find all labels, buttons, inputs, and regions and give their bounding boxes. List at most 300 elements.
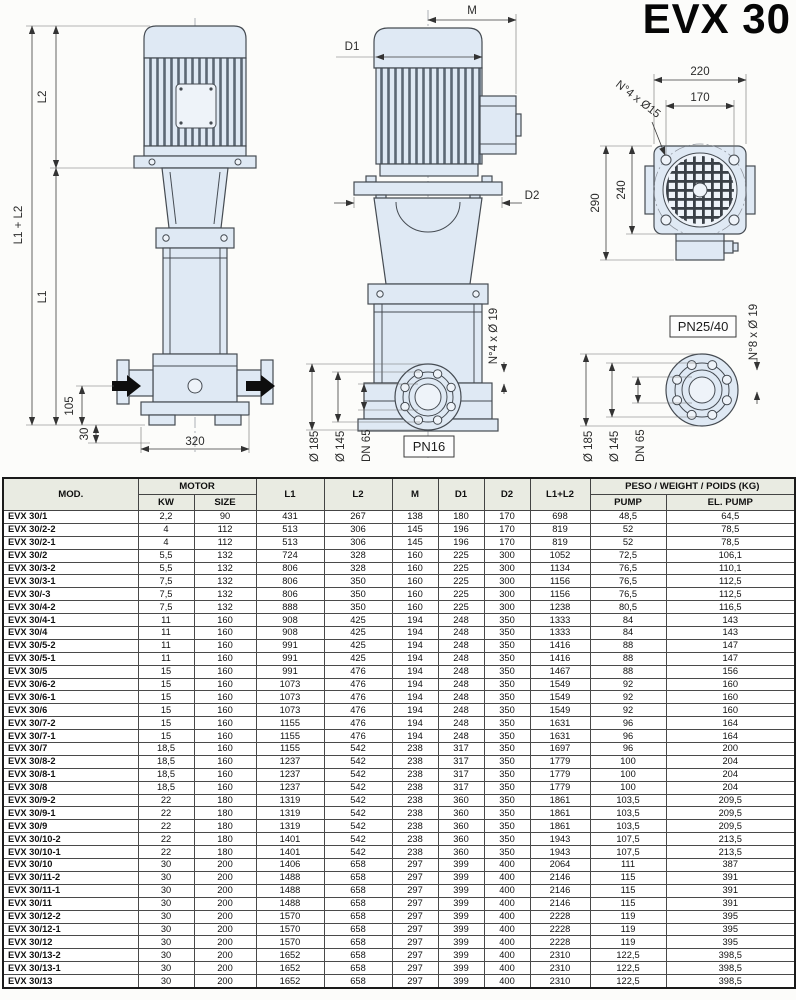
- value-cell: 11: [138, 614, 194, 627]
- value-cell: 248: [438, 678, 484, 691]
- value-cell: 328: [324, 562, 392, 575]
- value-cell: 180: [194, 833, 256, 846]
- value-cell: 658: [324, 871, 392, 884]
- value-cell: 115: [590, 897, 666, 910]
- model-cell: EVX 30/5: [3, 665, 138, 678]
- value-cell: 350: [484, 820, 530, 833]
- value-cell: 1401: [256, 846, 324, 859]
- value-cell: 476: [324, 665, 392, 678]
- table-row: [3, 691, 795, 704]
- value-cell: 170: [484, 511, 530, 524]
- table-row: [3, 549, 795, 562]
- model-cell: EVX 30/9: [3, 820, 138, 833]
- value-cell: 425: [324, 652, 392, 665]
- model-cell: EVX 30/12-1: [3, 923, 138, 936]
- value-cell: 248: [438, 717, 484, 730]
- model-cell: EVX 30/2: [3, 549, 138, 562]
- value-cell: 160: [392, 549, 438, 562]
- value-cell: 122,5: [590, 962, 666, 975]
- value-cell: 122,5: [590, 975, 666, 988]
- value-cell: 52: [590, 523, 666, 536]
- dim-label-dia185-flange: Ø 185: [583, 430, 595, 462]
- model-cell: EVX 30/6-1: [3, 691, 138, 704]
- value-cell: 204: [666, 781, 795, 794]
- value-cell: 1238: [530, 601, 590, 614]
- value-cell: 145: [392, 523, 438, 536]
- value-cell: 991: [256, 665, 324, 678]
- value-cell: 888: [256, 601, 324, 614]
- value-cell: 248: [438, 730, 484, 743]
- dim-label-dn65-flange: DN 65: [635, 429, 647, 462]
- value-cell: 160: [392, 575, 438, 588]
- value-cell: 160: [194, 704, 256, 717]
- value-cell: 238: [392, 807, 438, 820]
- dim-label-290: 290: [590, 193, 602, 213]
- model-cell: EVX 30/4-2: [3, 601, 138, 614]
- value-cell: 1652: [256, 975, 324, 988]
- value-cell: 350: [484, 665, 530, 678]
- model-cell: EVX 30/5-1: [3, 652, 138, 665]
- value-cell: 328: [324, 549, 392, 562]
- dim-label-dn65-side: DN 65: [361, 429, 373, 462]
- value-cell: 160: [194, 652, 256, 665]
- table-row: [3, 962, 795, 975]
- value-cell: 1319: [256, 794, 324, 807]
- col-header-kw: KW: [138, 495, 194, 511]
- value-cell: 991: [256, 639, 324, 652]
- value-cell: 1861: [530, 820, 590, 833]
- value-cell: 1943: [530, 833, 590, 846]
- value-cell: 317: [438, 743, 484, 756]
- value-cell: 2228: [530, 910, 590, 923]
- value-cell: 391: [666, 897, 795, 910]
- value-cell: 350: [484, 846, 530, 859]
- value-cell: 400: [484, 975, 530, 988]
- value-cell: 658: [324, 962, 392, 975]
- model-cell: EVX 30/1: [3, 511, 138, 524]
- value-cell: 395: [666, 923, 795, 936]
- value-cell: 200: [194, 949, 256, 962]
- value-cell: 160: [194, 730, 256, 743]
- value-cell: 399: [438, 884, 484, 897]
- value-cell: 122,5: [590, 949, 666, 962]
- value-cell: 1073: [256, 691, 324, 704]
- table-row: [3, 755, 795, 768]
- value-cell: 119: [590, 923, 666, 936]
- value-cell: 238: [392, 768, 438, 781]
- model-cell: EVX 30/3-2: [3, 562, 138, 575]
- table-row: [3, 781, 795, 794]
- value-cell: 112,5: [666, 575, 795, 588]
- value-cell: 88: [590, 639, 666, 652]
- value-cell: 350: [484, 768, 530, 781]
- value-cell: 806: [256, 562, 324, 575]
- value-cell: 819: [530, 523, 590, 536]
- model-cell: EVX 30/8: [3, 781, 138, 794]
- value-cell: 209,5: [666, 807, 795, 820]
- value-cell: 88: [590, 665, 666, 678]
- value-cell: 160: [194, 639, 256, 652]
- value-cell: 399: [438, 936, 484, 949]
- value-cell: 156: [666, 665, 795, 678]
- value-cell: 200: [194, 910, 256, 923]
- dim-label-dia185-side: Ø 185: [309, 430, 321, 462]
- value-cell: 297: [392, 949, 438, 962]
- value-cell: 387: [666, 859, 795, 872]
- model-cell: EVX 30/11-2: [3, 871, 138, 884]
- value-cell: 238: [392, 820, 438, 833]
- value-cell: 209,5: [666, 820, 795, 833]
- value-cell: 225: [438, 549, 484, 562]
- value-cell: 18,5: [138, 755, 194, 768]
- table-row: [3, 871, 795, 884]
- col-header-size: SIZE: [194, 495, 256, 511]
- spec-table-body: [3, 511, 795, 988]
- value-cell: 4: [138, 536, 194, 549]
- value-cell: 398,5: [666, 949, 795, 962]
- value-cell: 395: [666, 936, 795, 949]
- value-cell: 225: [438, 575, 484, 588]
- value-cell: 238: [392, 781, 438, 794]
- value-cell: 2146: [530, 884, 590, 897]
- value-cell: 297: [392, 975, 438, 988]
- value-cell: 194: [392, 614, 438, 627]
- dim-label-n8-d19: N°8 x Ø 19: [748, 303, 760, 361]
- value-cell: 1073: [256, 678, 324, 691]
- value-cell: 52: [590, 536, 666, 549]
- value-cell: 30: [138, 923, 194, 936]
- value-cell: 194: [392, 627, 438, 640]
- value-cell: 1549: [530, 704, 590, 717]
- dim-label-240: 240: [616, 180, 628, 200]
- dim-label-l1: L1: [37, 290, 49, 304]
- value-cell: 350: [484, 794, 530, 807]
- value-cell: 200: [194, 859, 256, 872]
- value-cell: 80,5: [590, 601, 666, 614]
- value-cell: 103,5: [590, 794, 666, 807]
- value-cell: 658: [324, 859, 392, 872]
- value-cell: 92: [590, 678, 666, 691]
- dim-label-dia145-side: Ø 145: [335, 430, 347, 462]
- value-cell: 194: [392, 730, 438, 743]
- col-header-m: M: [392, 478, 438, 511]
- value-cell: 160: [666, 678, 795, 691]
- value-cell: 15: [138, 704, 194, 717]
- value-cell: 300: [484, 562, 530, 575]
- model-cell: EVX 30/6: [3, 704, 138, 717]
- table-row: [3, 923, 795, 936]
- col-header-l1: L1: [256, 478, 324, 511]
- value-cell: 1416: [530, 652, 590, 665]
- value-cell: 160: [194, 755, 256, 768]
- value-cell: 11: [138, 627, 194, 640]
- value-cell: 350: [484, 627, 530, 640]
- value-cell: 132: [194, 562, 256, 575]
- value-cell: 160: [392, 562, 438, 575]
- dim-label-320: 320: [185, 436, 205, 448]
- value-cell: 160: [666, 704, 795, 717]
- value-cell: 248: [438, 627, 484, 640]
- value-cell: 238: [392, 755, 438, 768]
- value-cell: 400: [484, 897, 530, 910]
- value-cell: 5,5: [138, 562, 194, 575]
- technical-drawings: [0, 0, 796, 470]
- value-cell: 4: [138, 523, 194, 536]
- value-cell: 1319: [256, 807, 324, 820]
- value-cell: 92: [590, 691, 666, 704]
- model-cell: EVX 30/4: [3, 627, 138, 640]
- value-cell: 1943: [530, 846, 590, 859]
- value-cell: 1333: [530, 614, 590, 627]
- value-cell: 542: [324, 833, 392, 846]
- value-cell: 1155: [256, 730, 324, 743]
- table-row: [3, 562, 795, 575]
- model-cell: EVX 30/2-2: [3, 523, 138, 536]
- value-cell: 1237: [256, 755, 324, 768]
- value-cell: 7,5: [138, 588, 194, 601]
- value-cell: 15: [138, 691, 194, 704]
- value-cell: 297: [392, 871, 438, 884]
- value-cell: 2310: [530, 975, 590, 988]
- value-cell: 213,5: [666, 833, 795, 846]
- table-row: [3, 652, 795, 665]
- front-view-drawing: [13, 18, 275, 453]
- table-row: [3, 730, 795, 743]
- value-cell: 194: [392, 717, 438, 730]
- value-cell: 170: [484, 536, 530, 549]
- value-cell: 513: [256, 536, 324, 549]
- value-cell: 476: [324, 717, 392, 730]
- value-cell: 542: [324, 846, 392, 859]
- value-cell: 18,5: [138, 743, 194, 756]
- spec-table: [2, 477, 796, 989]
- value-cell: 194: [392, 652, 438, 665]
- value-cell: 399: [438, 923, 484, 936]
- value-cell: 30: [138, 871, 194, 884]
- value-cell: 200: [666, 743, 795, 756]
- value-cell: 350: [324, 601, 392, 614]
- dim-label-l2: L2: [37, 90, 49, 104]
- value-cell: 350: [484, 743, 530, 756]
- value-cell: 132: [194, 601, 256, 614]
- value-cell: 106,1: [666, 549, 795, 562]
- table-row: [3, 936, 795, 949]
- value-cell: 225: [438, 601, 484, 614]
- value-cell: 350: [324, 588, 392, 601]
- value-cell: 476: [324, 678, 392, 691]
- value-cell: 658: [324, 936, 392, 949]
- value-cell: 180: [194, 820, 256, 833]
- model-cell: EVX 30/6-2: [3, 678, 138, 691]
- value-cell: 22: [138, 807, 194, 820]
- value-cell: 425: [324, 614, 392, 627]
- value-cell: 542: [324, 807, 392, 820]
- dim-label-l1-plus-l2: L1 + L2: [13, 205, 25, 245]
- table-row: [3, 678, 795, 691]
- model-cell: EVX 30/5-2: [3, 639, 138, 652]
- value-cell: 194: [392, 691, 438, 704]
- value-cell: 30: [138, 910, 194, 923]
- value-cell: 213,5: [666, 846, 795, 859]
- table-row: [3, 536, 795, 549]
- value-cell: 1155: [256, 743, 324, 756]
- value-cell: 96: [590, 730, 666, 743]
- value-cell: 160: [194, 691, 256, 704]
- model-cell: EVX 30/2-1: [3, 536, 138, 549]
- value-cell: 300: [484, 549, 530, 562]
- table-row: [3, 833, 795, 846]
- value-cell: 200: [194, 897, 256, 910]
- discharge-flange-drawing: [580, 304, 760, 462]
- table-row: [3, 717, 795, 730]
- value-cell: 513: [256, 523, 324, 536]
- value-cell: 48,5: [590, 511, 666, 524]
- value-cell: 238: [392, 794, 438, 807]
- value-cell: 248: [438, 704, 484, 717]
- value-cell: 1237: [256, 768, 324, 781]
- value-cell: 908: [256, 627, 324, 640]
- value-cell: 132: [194, 575, 256, 588]
- value-cell: 698: [530, 511, 590, 524]
- model-cell: EVX 30/11-1: [3, 884, 138, 897]
- value-cell: 297: [392, 962, 438, 975]
- value-cell: 431: [256, 511, 324, 524]
- value-cell: 350: [484, 639, 530, 652]
- value-cell: 300: [484, 575, 530, 588]
- model-cell: EVX 30/4-1: [3, 614, 138, 627]
- value-cell: 30: [138, 884, 194, 897]
- value-cell: 30: [138, 859, 194, 872]
- value-cell: 1401: [256, 833, 324, 846]
- value-cell: 64,5: [666, 511, 795, 524]
- spec-table-header: [3, 478, 795, 511]
- value-cell: 399: [438, 871, 484, 884]
- model-cell: EVX 30/10-1: [3, 846, 138, 859]
- value-cell: 399: [438, 962, 484, 975]
- table-row: [3, 665, 795, 678]
- value-cell: 180: [194, 807, 256, 820]
- value-cell: 200: [194, 871, 256, 884]
- value-cell: 1570: [256, 910, 324, 923]
- value-cell: 160: [194, 717, 256, 730]
- value-cell: 160: [194, 627, 256, 640]
- value-cell: 160: [194, 678, 256, 691]
- value-cell: 116,5: [666, 601, 795, 614]
- model-cell: EVX 30/10-2: [3, 833, 138, 846]
- value-cell: 112: [194, 536, 256, 549]
- value-cell: 1416: [530, 639, 590, 652]
- side-view-drawing: [306, 5, 539, 462]
- model-cell: EVX 30/13-2: [3, 949, 138, 962]
- value-cell: 476: [324, 704, 392, 717]
- value-cell: 1861: [530, 807, 590, 820]
- value-cell: 1779: [530, 781, 590, 794]
- value-cell: 391: [666, 884, 795, 897]
- value-cell: 22: [138, 846, 194, 859]
- value-cell: 399: [438, 859, 484, 872]
- value-cell: 360: [438, 794, 484, 807]
- value-cell: 164: [666, 730, 795, 743]
- value-cell: 297: [392, 923, 438, 936]
- value-cell: 119: [590, 936, 666, 949]
- value-cell: 297: [392, 859, 438, 872]
- value-cell: 399: [438, 910, 484, 923]
- table-row: [3, 884, 795, 897]
- value-cell: 194: [392, 704, 438, 717]
- value-cell: 2228: [530, 936, 590, 949]
- value-cell: 399: [438, 949, 484, 962]
- value-cell: 209,5: [666, 794, 795, 807]
- value-cell: 76,5: [590, 562, 666, 575]
- value-cell: 194: [392, 639, 438, 652]
- value-cell: 658: [324, 910, 392, 923]
- value-cell: 180: [194, 846, 256, 859]
- value-cell: 30: [138, 897, 194, 910]
- model-cell: EVX 30/11: [3, 897, 138, 910]
- value-cell: 147: [666, 652, 795, 665]
- value-cell: 1570: [256, 936, 324, 949]
- model-cell: EVX 30/12-2: [3, 910, 138, 923]
- value-cell: 1156: [530, 588, 590, 601]
- dim-label-220: 220: [690, 66, 710, 78]
- value-cell: 360: [438, 833, 484, 846]
- value-cell: 248: [438, 665, 484, 678]
- value-cell: 170: [484, 523, 530, 536]
- value-cell: 1861: [530, 794, 590, 807]
- table-row: [3, 575, 795, 588]
- value-cell: 204: [666, 768, 795, 781]
- pn25-40-badge-label: PN25/40: [677, 319, 729, 334]
- value-cell: 391: [666, 871, 795, 884]
- value-cell: 658: [324, 884, 392, 897]
- value-cell: 164: [666, 717, 795, 730]
- dim-label-105: 105: [64, 396, 76, 416]
- dim-label-dia145-flange: Ø 145: [609, 430, 621, 462]
- value-cell: 991: [256, 652, 324, 665]
- model-cell: EVX 30/3-1: [3, 575, 138, 588]
- value-cell: 1319: [256, 820, 324, 833]
- value-cell: 350: [484, 730, 530, 743]
- model-cell: EVX 30/8-2: [3, 755, 138, 768]
- dim-label-d1: D1: [344, 41, 360, 53]
- col-header-peso: PESO / WEIGHT / POIDS (KG): [590, 478, 795, 495]
- col-header-mod: MOD.: [3, 478, 138, 511]
- page-title: EVX 30: [642, 0, 791, 42]
- value-cell: 115: [590, 884, 666, 897]
- value-cell: 350: [484, 614, 530, 627]
- value-cell: 1570: [256, 923, 324, 936]
- value-cell: 160: [194, 768, 256, 781]
- value-cell: 248: [438, 652, 484, 665]
- value-cell: 2310: [530, 962, 590, 975]
- value-cell: 1134: [530, 562, 590, 575]
- value-cell: 2064: [530, 859, 590, 872]
- value-cell: 143: [666, 627, 795, 640]
- value-cell: 84: [590, 627, 666, 640]
- value-cell: 76,5: [590, 575, 666, 588]
- value-cell: 1631: [530, 717, 590, 730]
- value-cell: 1052: [530, 549, 590, 562]
- value-cell: 398,5: [666, 975, 795, 988]
- value-cell: 96: [590, 743, 666, 756]
- value-cell: 350: [484, 717, 530, 730]
- value-cell: 300: [484, 601, 530, 614]
- value-cell: 1488: [256, 897, 324, 910]
- value-cell: 30: [138, 949, 194, 962]
- value-cell: 297: [392, 910, 438, 923]
- model-cell: EVX 30/7: [3, 743, 138, 756]
- value-cell: 78,5: [666, 523, 795, 536]
